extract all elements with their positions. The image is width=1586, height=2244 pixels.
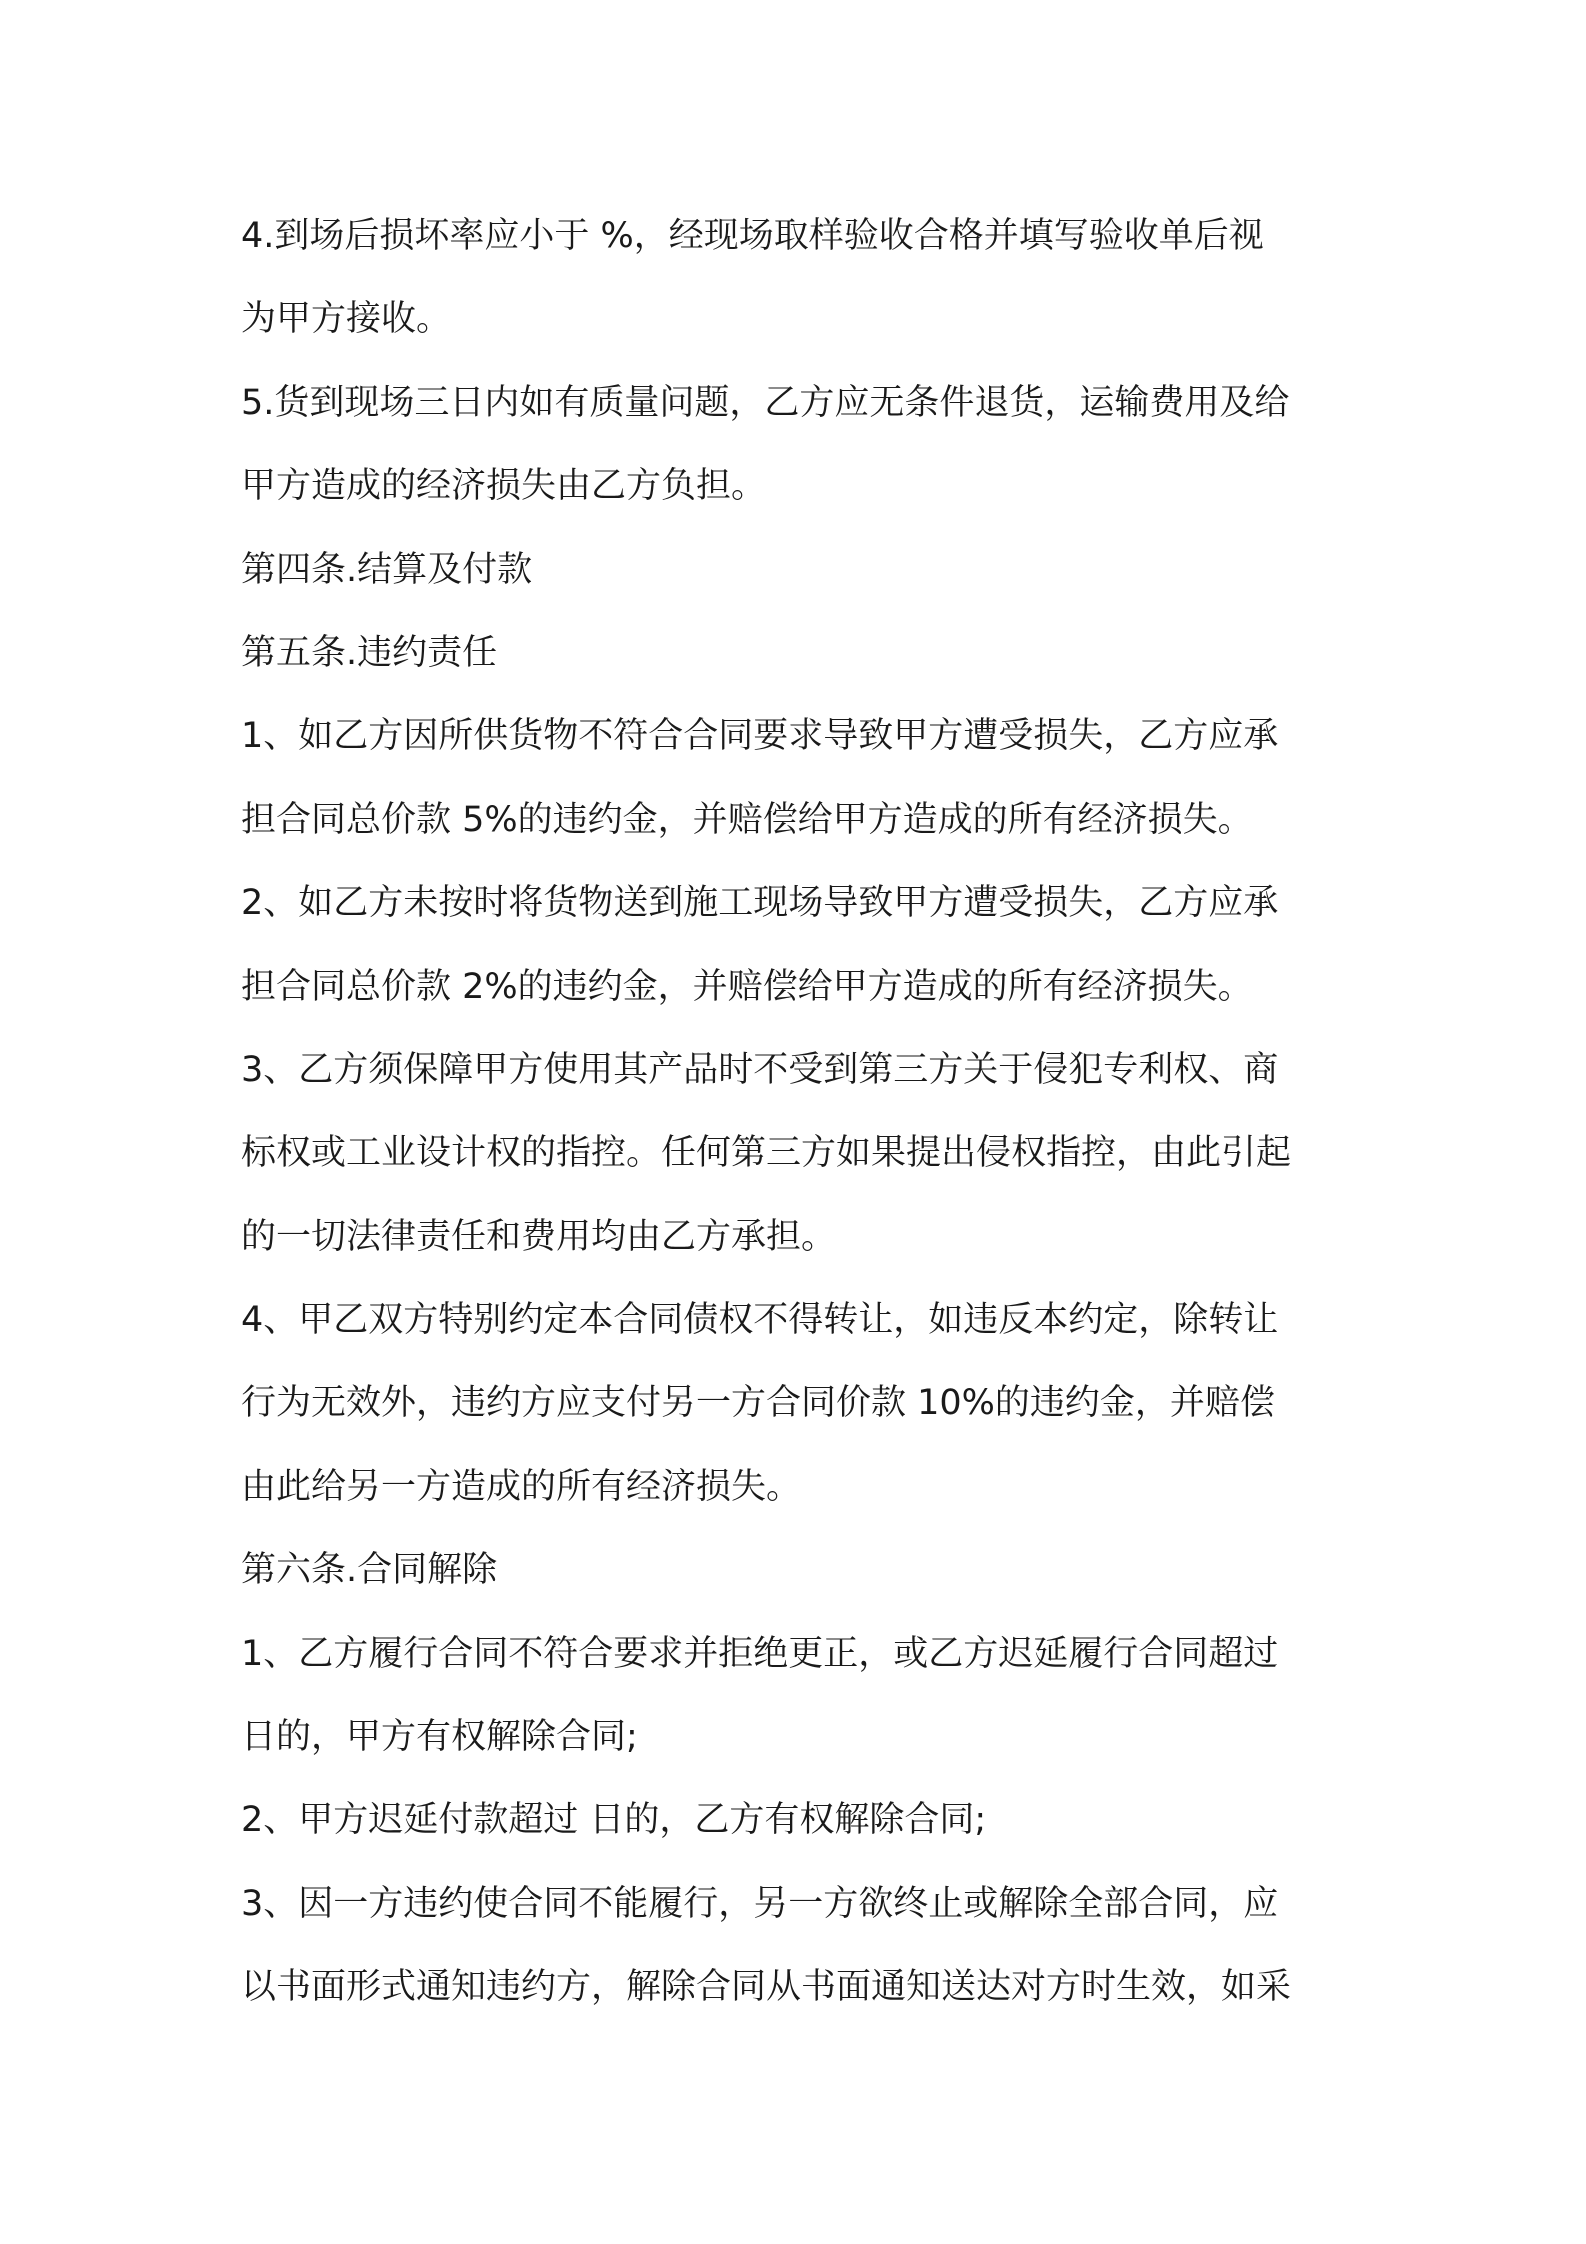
text-line: 由此给另一方造成的所有经济损失。 [241,1466,802,1507]
text-line: 1、乙方履行合同不符合要求并拒绝更正，或乙方迟延履行合同超过 [241,1633,1279,1674]
section-heading: 第六条.合同解除 [241,1550,498,1591]
text-line: 1、如乙方因所供货物不符合合同要求导致甲方遭受损失，乙方应承 [241,716,1279,757]
text-line: 3、乙方须保障甲方使用其产品时不受到第三方关于侵犯专利权、商 [241,1049,1279,1090]
text-line: 3、因一方违约使合同不能履行，另一方欲终止或解除全部合同，应 [241,1883,1279,1924]
text-line: 日的，甲方有权解除合同; [241,1717,638,1758]
text-line: 4、甲乙双方特别约定本合同债权不得转让，如违反本约定，除转让 [241,1300,1279,1341]
text-line: 以书面形式通知违约方，解除合同从书面通知送达对方时生效，如采 [241,1967,1292,2008]
section-heading: 第四条.结算及付款 [241,549,533,590]
text-line: 甲方造成的经济损失由乙方负担。 [241,466,767,507]
text-line: 的一切法律责任和费用均由乙方承担。 [241,1216,837,1257]
text-line: 为甲方接收。 [241,299,452,340]
text-line: 担合同总价款 2%的违约金，并赔偿给甲方造成的所有经济损失。 [241,966,1253,1007]
text-line: 标权或工业设计权的指控。任何第三方如果提出侵权指控，由此引起 [241,1133,1292,1174]
text-line: 2、如乙方未按时将货物送到施工现场导致甲方遭受损失，乙方应承 [241,883,1279,924]
text-line: 行为无效外，违约方应支付另一方合同价款 10%的违约金，并赔偿 [241,1383,1275,1424]
text-line: 担合同总价款 5%的违约金，并赔偿给甲方造成的所有经济损失。 [241,799,1253,840]
text-line: 4.到场后损坏率应小于 %，经现场取样验收合格并填写验收单后视 [241,216,1264,256]
text-line: 5.货到现场三日内如有质量问题，乙方应无条件退货，运输费用及给 [241,382,1290,423]
document-body [241,195,1361,2030]
section-heading: 第五条.违约责任 [241,632,498,673]
text-line: 2、甲方迟延付款超过 日的，乙方有权解除合同; [241,1800,987,1841]
